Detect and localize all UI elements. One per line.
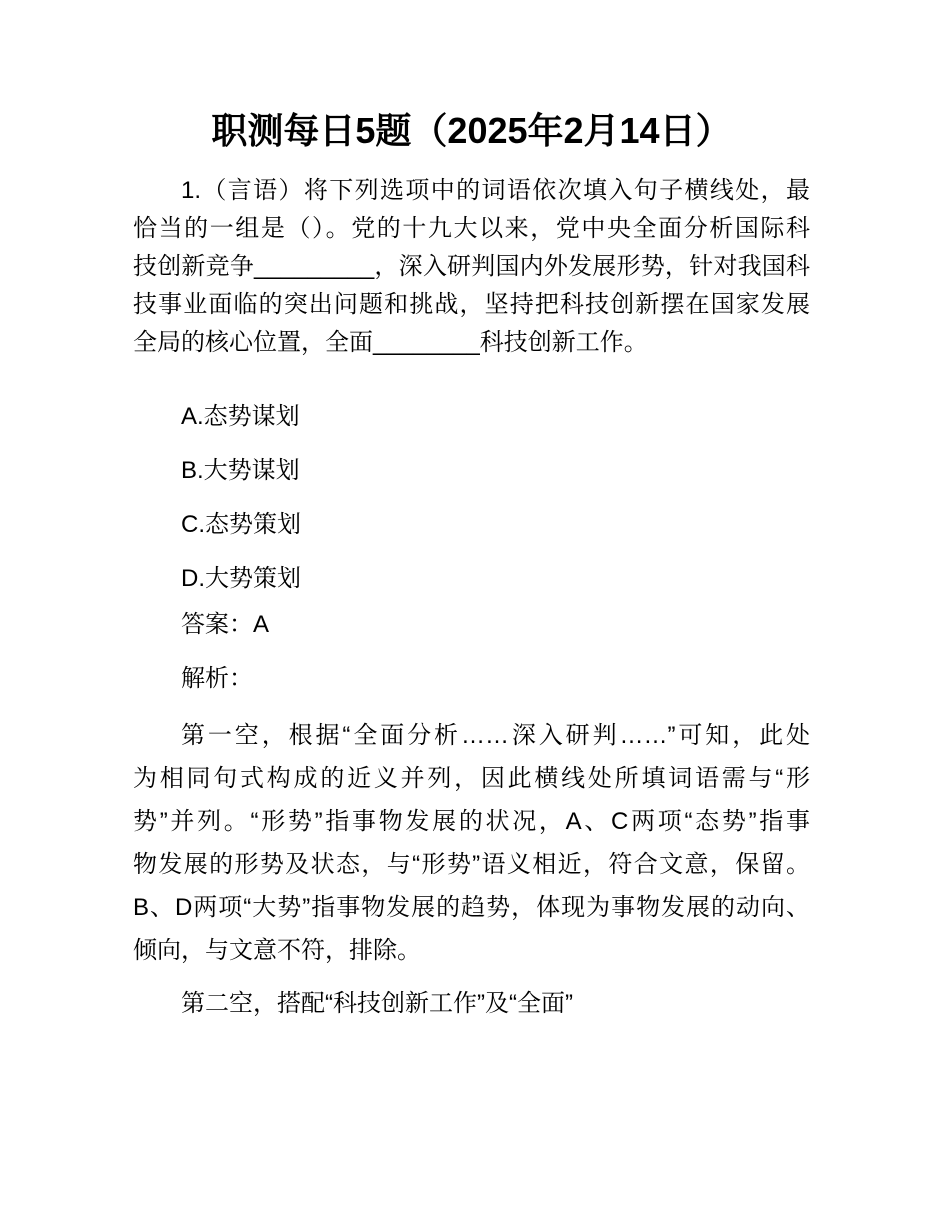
option-c: C.态势策划 <box>181 511 301 538</box>
text-line: 为相同句式构成的近义并列，因此横线处所填词语需与“形 <box>133 765 810 792</box>
text-line: 第一空，根据“全面分析……深入研判……”可知，此处 <box>181 722 810 749</box>
answer-line: 答案：A <box>181 611 270 638</box>
option-d: D.大势策划 <box>181 565 301 592</box>
text-line: 恰当的一组是（）。党的十九大以来，党中央全面分析国际科 <box>133 215 810 242</box>
text-line: 全局的核心位置，全面________科技创新工作。 <box>133 329 648 356</box>
text-line: B、D两项“大势”指事物发展的趋势，体现为事物发展的动向、 <box>133 894 810 921</box>
text-line: 倾向，与文意不符，排除。 <box>133 937 421 964</box>
text-line: 技创新竞争_________，深入研判国内外发展形势，针对我国科 <box>133 253 810 280</box>
analysis-paragraph <box>133 714 810 972</box>
analysis-label: 解析： <box>181 665 253 692</box>
page-title: 职测每日5题（2025年2月14日） <box>211 110 732 151</box>
text-line: 技事业面临的突出问题和挑战，坚持把科技创新摆在国家发展 <box>133 291 810 318</box>
text-line: 物发展的形势及状态，与“形势”语义相近，符合文意，保留。 <box>133 851 810 878</box>
analysis-tail: 第二空，搭配“科技创新工作”及“全面” <box>181 990 573 1017</box>
option-a: A.态势谋划 <box>181 403 300 430</box>
question-paragraph <box>133 172 810 362</box>
text-line: 势”并列。“形势”指事物发展的状况，A、C两项“态势”指事 <box>133 808 810 835</box>
option-b: B.大势谋划 <box>181 457 300 484</box>
text-line: 1.（言语）将下列选项中的词语依次填入句子横线处，最 <box>181 177 810 204</box>
